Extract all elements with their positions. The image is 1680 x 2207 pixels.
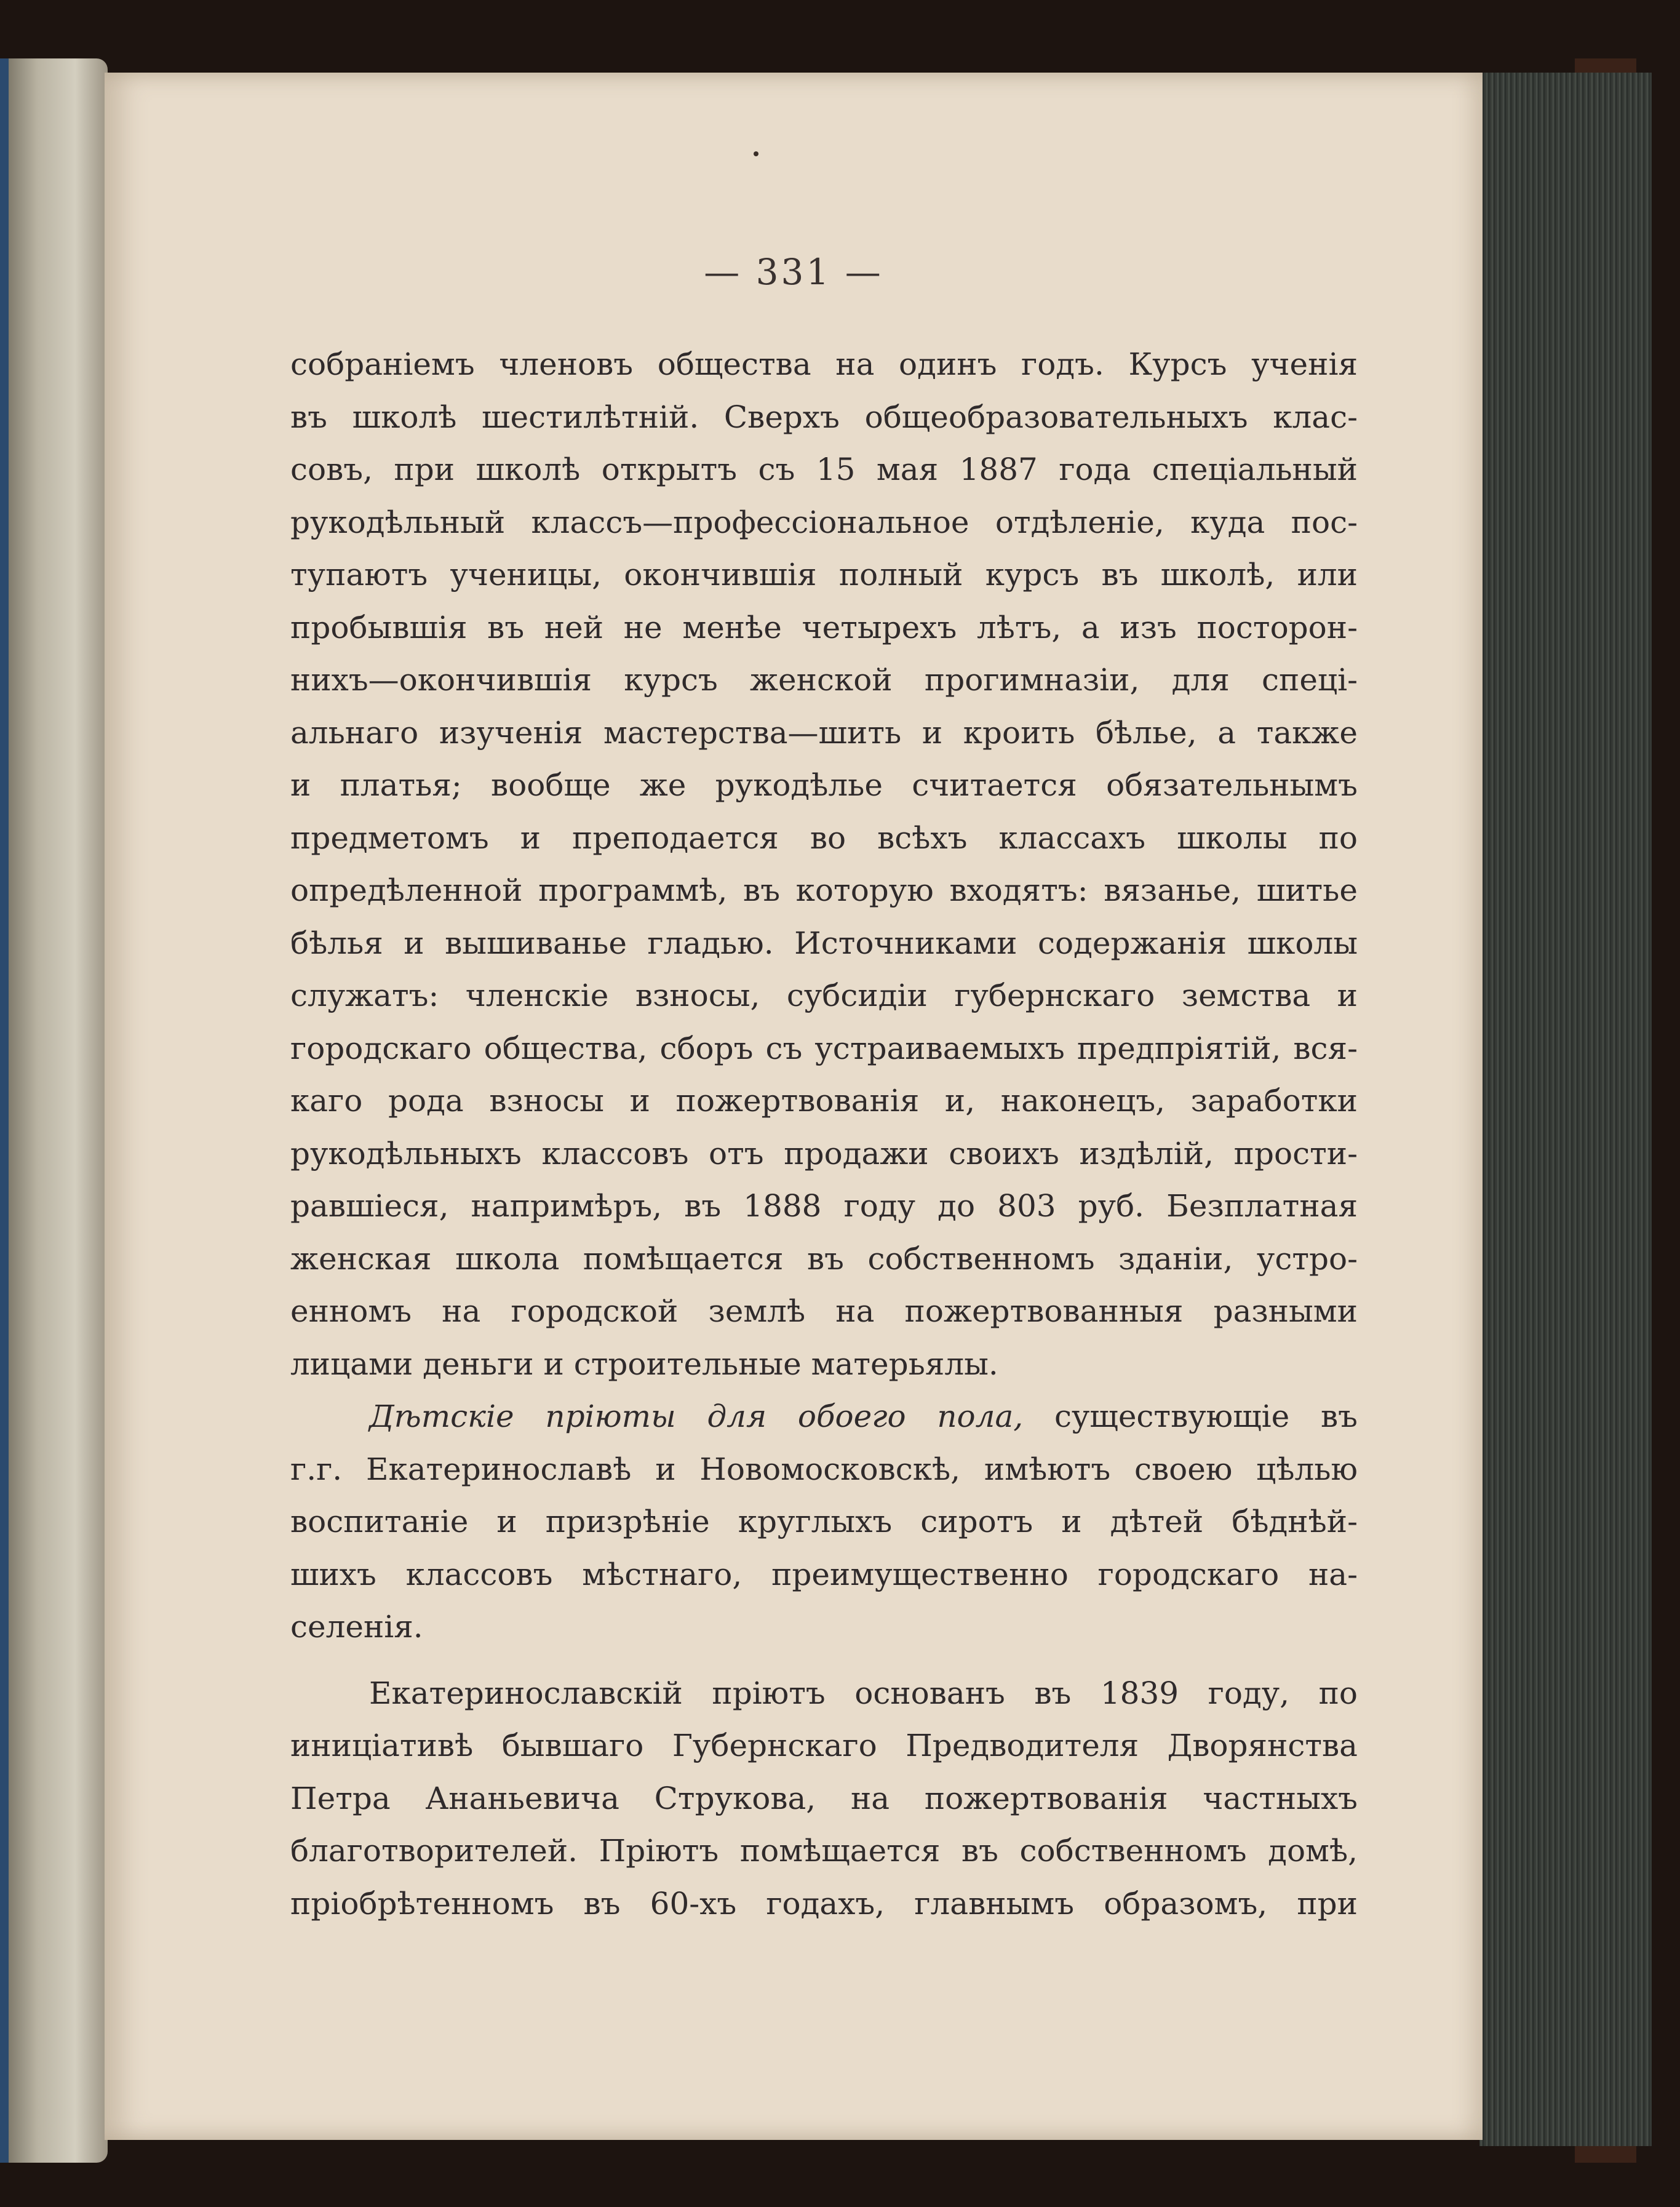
paragraph-2 xyxy=(290,1391,1358,1654)
text-line: нихъ—окончившія курсъ женской прогимназіи, для спеці- xyxy=(290,662,1358,698)
paragraph-3 xyxy=(290,1667,1358,1931)
text-line xyxy=(290,1391,1358,1443)
text-line: иниціативѣ бывшаго Губернскаго Предводителя Дворянства xyxy=(290,1728,1358,1763)
text-line: служатъ: членскіе взносы, субсидіи губернскаго земства и xyxy=(290,978,1358,1013)
text-line: рукодѣльный классъ—профессіональное отдѣленіе, куда пос- xyxy=(290,504,1358,540)
text-line: лицами деньги и строительные матерьялы. xyxy=(290,1346,998,1382)
text-line: совъ, при школѣ открытъ съ 15 мая 1887 года спеціальный xyxy=(290,452,1358,487)
text-line: енномъ на городской землѣ на пожертвованныя разными xyxy=(290,1293,1358,1329)
page-number: — 331 — xyxy=(704,251,883,293)
text-fragment: существующіе въ xyxy=(1054,1399,1358,1434)
book-page xyxy=(105,73,1483,2140)
text-line: каго рода взносы и пожертвованія и, наконецъ, заработки xyxy=(290,1083,1358,1119)
book-cover-left xyxy=(0,58,9,2163)
text-line: городскаго общества, сборъ съ устраиваемыхъ предпріятій, вся- xyxy=(290,1030,1358,1066)
page-block-edge xyxy=(1479,73,1652,2146)
left-page-edge xyxy=(0,58,108,2163)
italic-heading: Дѣтскіе пріюты для обоего пола, xyxy=(369,1399,1024,1434)
text-line: тупаютъ ученицы, окончившія полный курсъ въ школѣ, или xyxy=(290,557,1358,593)
text-line: опредѣленной программѣ, въ которую входятъ: вязанье, шитье xyxy=(290,872,1358,908)
text-line: альнаго изученія мастерства—шить и кроить бѣлье, а также xyxy=(290,714,1358,751)
text-line: женская школа помѣщается въ собственномъ зданіи, устро- xyxy=(290,1240,1358,1277)
text-line: пробывшія въ ней не менѣе четырехъ лѣтъ, а изъ посторон- xyxy=(290,609,1358,645)
text-line: въ школѣ шестилѣтній. Сверхъ общеобразовательныхъ клас- xyxy=(290,399,1358,435)
text-line: рукодѣльныхъ классовъ отъ продажи своихъ издѣлій, прости- xyxy=(290,1135,1358,1171)
text-line: пріобрѣтенномъ въ 60-хъ годахъ, главнымъ образомъ, при xyxy=(290,1885,1358,1922)
paragraph-1 xyxy=(290,338,1358,1391)
text-line: и платья; вообще же рукодѣлье считается обязательнымъ xyxy=(290,767,1358,803)
text-line: бѣлья и вышиванье гладью. Источниками содержанія школы xyxy=(290,925,1358,961)
text-line: г.г. Екатеринославѣ и Новомосковскѣ, имѣютъ своею цѣлью xyxy=(290,1451,1358,1487)
text-line: предметомъ и преподается во всѣхъ классахъ школы по xyxy=(290,820,1358,856)
text-line: воспитаніе и призрѣніе круглыхъ сиротъ и дѣтей бѣднѣй- xyxy=(290,1504,1358,1539)
body-text xyxy=(290,338,1358,1930)
text-line: Петра Ананьевича Струкова, на пожертвованія частныхъ xyxy=(290,1780,1358,1816)
text-line: Екатеринославскій пріютъ основанъ въ 1839 году, по xyxy=(369,1675,1358,1711)
ink-speck xyxy=(754,151,758,156)
text-line: селенія. xyxy=(290,1609,423,1645)
text-line: благотворителей. Пріютъ помѣщается въ собственномъ домѣ, xyxy=(290,1833,1358,1869)
text-line: шихъ классовъ мѣстнаго, преимущественно городскаго на- xyxy=(290,1556,1358,1592)
text-line: равшіеся, напримѣръ, въ 1888 году до 803 руб. Безплатная xyxy=(290,1188,1358,1224)
text-line: собраніемъ членовъ общества на одинъ годъ. Курсъ ученія xyxy=(290,346,1358,382)
